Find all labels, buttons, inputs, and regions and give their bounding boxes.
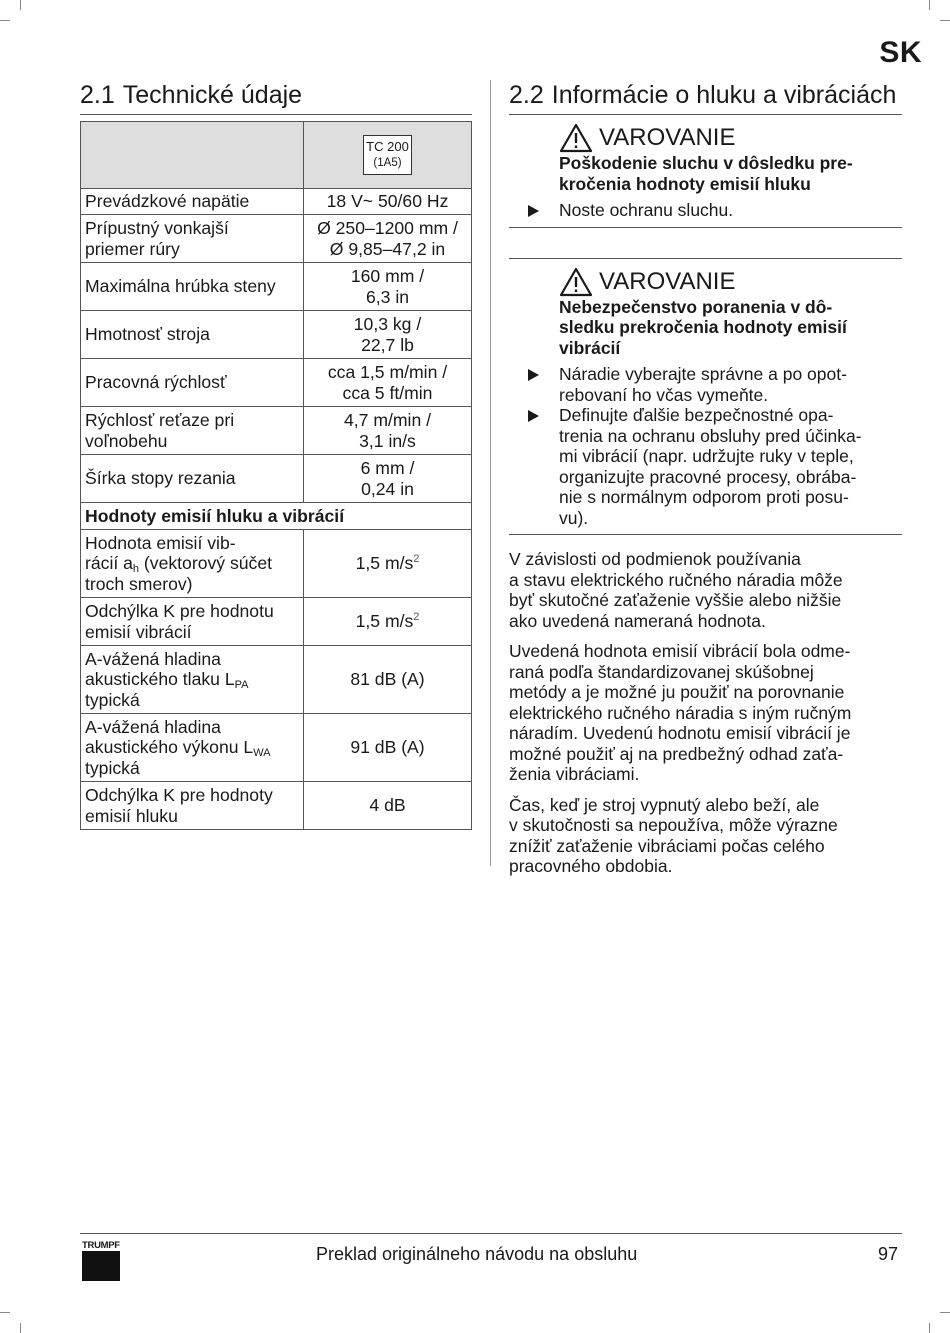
section-heading	[80, 80, 472, 114]
section-title: Informácie o hluku a vibráciách	[551, 81, 897, 109]
text-line: Čas, keď je stroj vypnutý alebo beží, ale	[509, 794, 820, 815]
table-row	[81, 782, 472, 830]
crop-mark	[20, 0, 21, 10]
label-line	[85, 737, 299, 758]
label-line: Rýchlosť reťaze pri	[85, 410, 235, 430]
section-title: Technické údaje	[122, 81, 303, 109]
value-line: 10,3 kg /	[353, 314, 422, 334]
label-text: (vektorový súčet	[139, 553, 273, 574]
row-value	[304, 455, 472, 503]
value-line: 160 mm /	[350, 266, 425, 286]
subtitle-line: kročenia hodnoty emisií hluku	[559, 173, 811, 194]
model-badge	[363, 135, 412, 175]
crop-mark	[929, 0, 930, 10]
row-value	[304, 359, 472, 407]
table-row	[81, 714, 472, 782]
text-line: náradím. Uvedenú hodnotu emisií vibrácií je	[509, 723, 851, 743]
emission-section-row	[81, 503, 472, 530]
subscript: PA	[234, 679, 249, 692]
label-line: priemer rúry	[85, 238, 180, 259]
text-line: elektrického ručného náradia s iným ručným	[509, 702, 852, 723]
warnings	[509, 115, 902, 535]
paragraph	[509, 549, 902, 631]
label-line: Odchýlka K pre hodnoty	[85, 785, 273, 805]
emission-section-label: Hodnoty emisií hluku a vibrácií	[81, 503, 472, 530]
row-label	[81, 407, 304, 455]
column-divider	[490, 80, 491, 866]
value-line: 0,24 in	[361, 478, 414, 499]
row-value	[304, 530, 472, 598]
item-line: nie s normálnym odporom proti posu-	[559, 487, 849, 507]
label-line: typická	[85, 689, 140, 710]
label-line: voľnobehu	[85, 430, 168, 451]
spec-table	[80, 121, 472, 830]
table-row	[81, 311, 472, 359]
label-line: emisií vibrácií	[85, 621, 192, 642]
text-line: ako uvedená nameraná hodnota.	[509, 610, 766, 631]
table-row	[81, 263, 472, 311]
paragraph	[509, 641, 902, 785]
label-line: troch smerov)	[85, 573, 193, 594]
logo-wordmark: TRUMPF	[82, 1240, 120, 1251]
subscript: h	[132, 563, 140, 576]
label-line: A-vážená hladina	[85, 648, 221, 669]
label-line: Prípustný vonkajší	[85, 218, 229, 238]
row-label	[81, 782, 304, 830]
value-line: Ø 250–1200 mm /	[317, 218, 458, 238]
section-number: 2.1	[80, 81, 115, 109]
warning-triangle-icon	[559, 267, 593, 297]
section-number: 2.2	[509, 81, 544, 109]
row-value	[304, 189, 472, 215]
warning-items	[509, 364, 902, 528]
warning-title	[559, 123, 902, 153]
crop-mark	[929, 1323, 930, 1333]
row-value: 81 dB (A)	[304, 646, 472, 714]
model-code: (1A5)	[373, 157, 402, 169]
label-text: rácií a	[85, 553, 133, 574]
crop-mark	[20, 1323, 21, 1333]
row-value	[304, 311, 472, 359]
item-line: Náradie vyberajte správne a po opot-	[559, 364, 847, 384]
label-line: Odchýlka K pre hodnotu	[85, 601, 274, 621]
label-line: Hmotnosť stroja	[85, 324, 210, 345]
value-line: 3,1 in/s	[359, 430, 416, 451]
table-row	[81, 359, 472, 407]
bullet-arrow-icon	[528, 410, 539, 422]
item-line: Noste ochranu sluchu.	[559, 200, 734, 220]
warning-triangle-icon	[559, 123, 593, 153]
warning-bottom-rule	[509, 227, 902, 228]
table-row	[81, 407, 472, 455]
row-label	[81, 714, 304, 782]
label-line: Pracovná rýchlosť	[85, 372, 227, 393]
label-line: emisií hluku	[85, 805, 178, 826]
row-label	[81, 530, 304, 598]
row-value	[304, 407, 472, 455]
text-line: V závislosti od podmienok používania	[509, 549, 801, 569]
text-line: znížiť zaťaženie vibráciami počas celého	[509, 835, 825, 856]
trumpf-logo	[82, 1240, 122, 1281]
warning-title-text: VAROVANIE	[599, 267, 736, 295]
body-text	[509, 549, 902, 877]
model-cell	[304, 122, 472, 189]
value-line: 22,7 lb	[361, 334, 414, 355]
text-line: pracovného obdobia.	[509, 856, 673, 876]
text-line: ženia vibráciami.	[509, 764, 640, 784]
logo-block	[82, 1251, 120, 1281]
warning-block	[509, 258, 902, 536]
row-value: 4 dB	[304, 782, 472, 830]
value-line: 4,7 m/min /	[343, 410, 431, 430]
value-line: Ø 9,85–47,2 in	[329, 238, 446, 259]
crop-mark	[940, 1312, 950, 1313]
subtitle-line: Poškodenie sluchu v dôsledku pre-	[559, 153, 853, 173]
warning-items	[509, 200, 902, 221]
value-line: cca 1,5 m/min /	[327, 362, 448, 382]
warning-block	[509, 115, 902, 228]
page-number: 97	[877, 1244, 898, 1264]
subtitle-line: Nebezpečenstvo poranenia v dô-	[559, 296, 833, 317]
bullet-arrow-icon	[528, 205, 539, 217]
row-label	[81, 359, 304, 407]
crop-mark	[940, 20, 950, 21]
item-line: Definujte ďalšie bezpečnostné opa-	[559, 405, 834, 425]
text-line: Uvedená hodnota emisií vibrácií bola odme-	[509, 641, 851, 661]
label-line: A-vážená hladina	[85, 716, 221, 737]
row-label	[81, 455, 304, 503]
value-line: 18 V~ 50/60 Hz	[326, 191, 449, 212]
text-line: byť skutočné zaťaženie vyššie alebo nižšie	[509, 590, 842, 610]
row-value: 91 dB (A)	[304, 714, 472, 782]
heading-rule	[80, 114, 472, 115]
row-label	[81, 311, 304, 359]
row-label	[81, 263, 304, 311]
label-line: typická	[85, 757, 140, 778]
label-line	[85, 553, 299, 574]
item-line: vu).	[559, 507, 589, 528]
crop-mark	[0, 20, 10, 21]
text-line: raná podľa štandardizovanej skúšobnej	[509, 661, 814, 682]
warning-title	[559, 267, 902, 297]
superscript: 2	[413, 611, 420, 624]
table-row	[81, 189, 472, 215]
row-value	[304, 598, 472, 646]
label-line: Prevádzkové napätie	[85, 191, 250, 212]
label-text: akustického výkonu L	[85, 737, 254, 758]
language-badge: SK	[879, 36, 922, 69]
text-line: metódy a je možné ju použiť na porovnanie	[509, 682, 845, 702]
value-text: 1,5 m/s	[355, 611, 414, 632]
row-value	[304, 215, 472, 263]
subtitle-line: sledku prekročenia hodnoty emisií	[559, 317, 847, 337]
item-line: trenia na ochranu obsluhy pred účinka-	[559, 425, 862, 446]
bullet-arrow-icon	[528, 369, 539, 381]
spec-rows	[81, 189, 472, 503]
text-line: v skutočnosti sa nepoužíva, môže výrazne	[509, 815, 838, 835]
table-row	[81, 455, 472, 503]
noise-vibration-section	[509, 80, 902, 887]
footer-rule	[80, 1233, 902, 1234]
footer-title: Preklad originálneho návodu na obsluhu	[316, 1244, 638, 1264]
label-text: akustického tlaku L	[85, 669, 235, 690]
warning-item	[509, 405, 902, 528]
header-empty-cell	[81, 122, 304, 189]
subtitle-line: vibrácií	[559, 337, 621, 358]
model-name: TC 200	[366, 139, 409, 154]
label-line	[85, 669, 299, 690]
value-line: 6 mm /	[360, 458, 415, 478]
item-line: organizujte pracovné procesy, obrába-	[559, 466, 857, 487]
table-row	[81, 598, 472, 646]
superscript: 2	[413, 553, 420, 566]
row-label	[81, 189, 304, 215]
technical-data-section	[80, 80, 472, 830]
section-heading	[509, 80, 902, 114]
row-value	[304, 263, 472, 311]
row-label	[81, 646, 304, 714]
value-line: 6,3 in	[365, 286, 410, 307]
label-line: Maximálna hrúbka steny	[85, 276, 276, 297]
warning-item	[509, 200, 902, 221]
subscript: WA	[253, 747, 271, 760]
warning-item	[509, 364, 902, 405]
warning-title-text: VAROVANIE	[599, 124, 736, 151]
value-text: 1,5 m/s	[355, 553, 414, 574]
table-header-row	[81, 122, 472, 189]
text-line: možné použiť aj na predbežný odhad zaťa-	[509, 743, 844, 764]
value-line: cca 5 ft/min	[342, 382, 433, 403]
table-row	[81, 530, 472, 598]
warning-subtitle	[559, 297, 902, 359]
text-line: a stavu elektrického ručného náradia môže	[509, 569, 843, 590]
warning-subtitle	[559, 153, 902, 194]
item-line: rebovaní ho včas vymeňte.	[559, 384, 769, 405]
label-line: Šírka stopy rezania	[85, 468, 236, 489]
item-line: mi vibrácií (napr. udržujte ruky v teple,	[559, 446, 854, 466]
row-label	[81, 598, 304, 646]
warning-bottom-rule	[509, 534, 902, 535]
row-label	[81, 215, 304, 263]
table-row	[81, 646, 472, 714]
paragraph	[509, 795, 902, 877]
crop-mark	[0, 1312, 10, 1313]
label-line: Hodnota emisií vib-	[85, 532, 236, 553]
table-row	[81, 215, 472, 263]
